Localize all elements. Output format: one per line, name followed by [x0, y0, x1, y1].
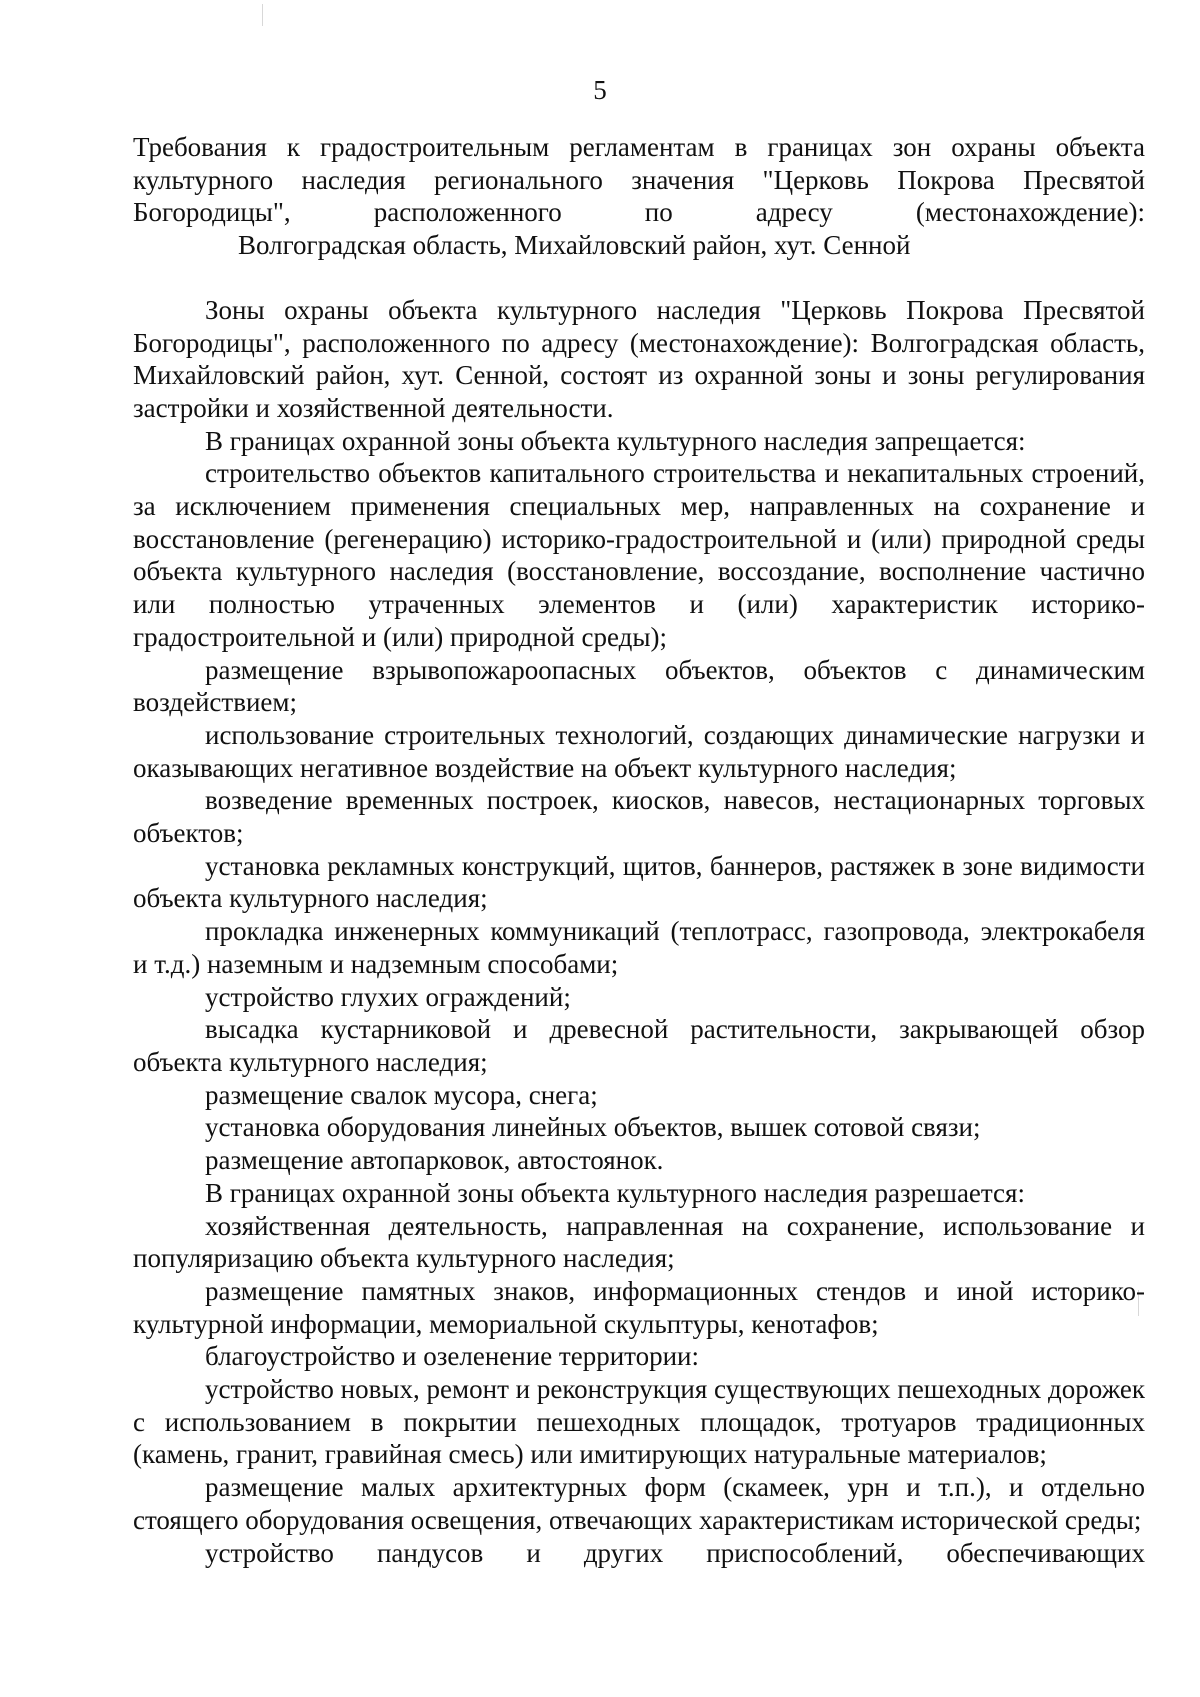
paragraph: прокладка инженерных коммуникаций (теплотрасс, газопровода, электрокабеля и т.д.) наземным и надземным способами;	[133, 916, 1145, 979]
paragraph: размещение свалок мусора, снега;	[205, 1079, 598, 1110]
paragraph: устройство пандусов и других приспособлений, обеспечивающих	[205, 1537, 1145, 1568]
paragraph: возведение временных построек, киосков, навесов, нестационарных торговых объектов;	[133, 785, 1145, 849]
heading-line: Богородицы", расположенного по адресу (местонахождение):	[133, 197, 1145, 228]
document-heading	[133, 131, 1145, 262]
document-body	[133, 294, 1145, 1569]
paragraph: размещение взрывопожароопасных объектов, объектов с динамическим воздействием;	[133, 654, 1145, 718]
heading-line: Волгоградская область, Михайловский район, хут. Сенной	[238, 230, 911, 261]
paragraph: устройство новых, ремонт и реконструкция существующих пешеходных дорожек с использованием в покрытии пешеходных площадок, тротуаров традиционных (камень, гранит, гравийная смесь) или имитирующих натуральные материалов;	[133, 1374, 1145, 1470]
paragraph: использование строительных технологий, создающих динамические нагрузки и оказывающих негативное воздействие на объект культурного наследия;	[133, 719, 1145, 783]
paragraph: установка оборудования линейных объектов, вышек сотовой связи;	[205, 1112, 981, 1143]
paragraph: В границах охранной зоны объекта культурного наследия разрешается:	[205, 1177, 1025, 1208]
paragraph: высадка кустарниковой и древесной растительности, закрывающей обзор объекта культурного наследия;	[133, 1014, 1145, 1077]
paragraph: В границах охранной зоны объекта культурного наследия запрещается:	[205, 425, 1026, 456]
paragraph: размещение памятных знаков, информационных стендов и иной историко-культурной информации, мемориальной скульптуры, кенотафов;	[133, 1275, 1145, 1339]
paragraph: размещение автопарковок, автостоянок.	[205, 1145, 664, 1176]
paragraph: размещение малых архитектурных форм (скамеек, урн и т.п.), и отдельно стоящего оборудования освещения, отвечающих характеристикам исторической среды;	[133, 1472, 1145, 1535]
heading-line: культурного наследия регионального значения "Церковь Покрова Пресвятой	[133, 164, 1145, 195]
paragraph: хозяйственная деятельность, направленная на сохранение, использование и популяризацию объекта культурного наследия;	[133, 1210, 1145, 1274]
paragraph: Зоны охраны объекта культурного наследия "Церковь Покрова Пресвятой Богородицы", расположенного по адресу (местонахождение): Волгоградская область, Михайловский район, хут. Сенной, состоят из охранной зоны и зоны регулирования застройки и хозяйственной деятельности.	[133, 294, 1145, 423]
scan-artifact-mark	[262, 4, 263, 26]
page-number: 5	[593, 75, 607, 105]
paragraph: установка рекламных конструкций, щитов, баннеров, растяжек в зоне видимости объекта культурного наследия;	[133, 850, 1145, 914]
paragraph: строительство объектов капитального строительства и некапитальных строений, за исключением применения специальных мер, направленных на сохранение и восстановление (регенерацию) историко-градостроительной и (или) природной среды объекта культурного наследия (восстановление, воссоздание, восполнение частично или полностью утраченных элементов и (или) характеристик историко-градостроительной и (или) природной среды);	[133, 458, 1145, 652]
document-content	[133, 131, 1145, 1569]
heading-line: Требования к градостроительным регламентам в границах зон охраны объекта	[133, 132, 1145, 162]
paragraph: устройство глухих ограждений;	[205, 981, 571, 1012]
paragraph: благоустройство и озеленение территории:	[205, 1341, 700, 1372]
